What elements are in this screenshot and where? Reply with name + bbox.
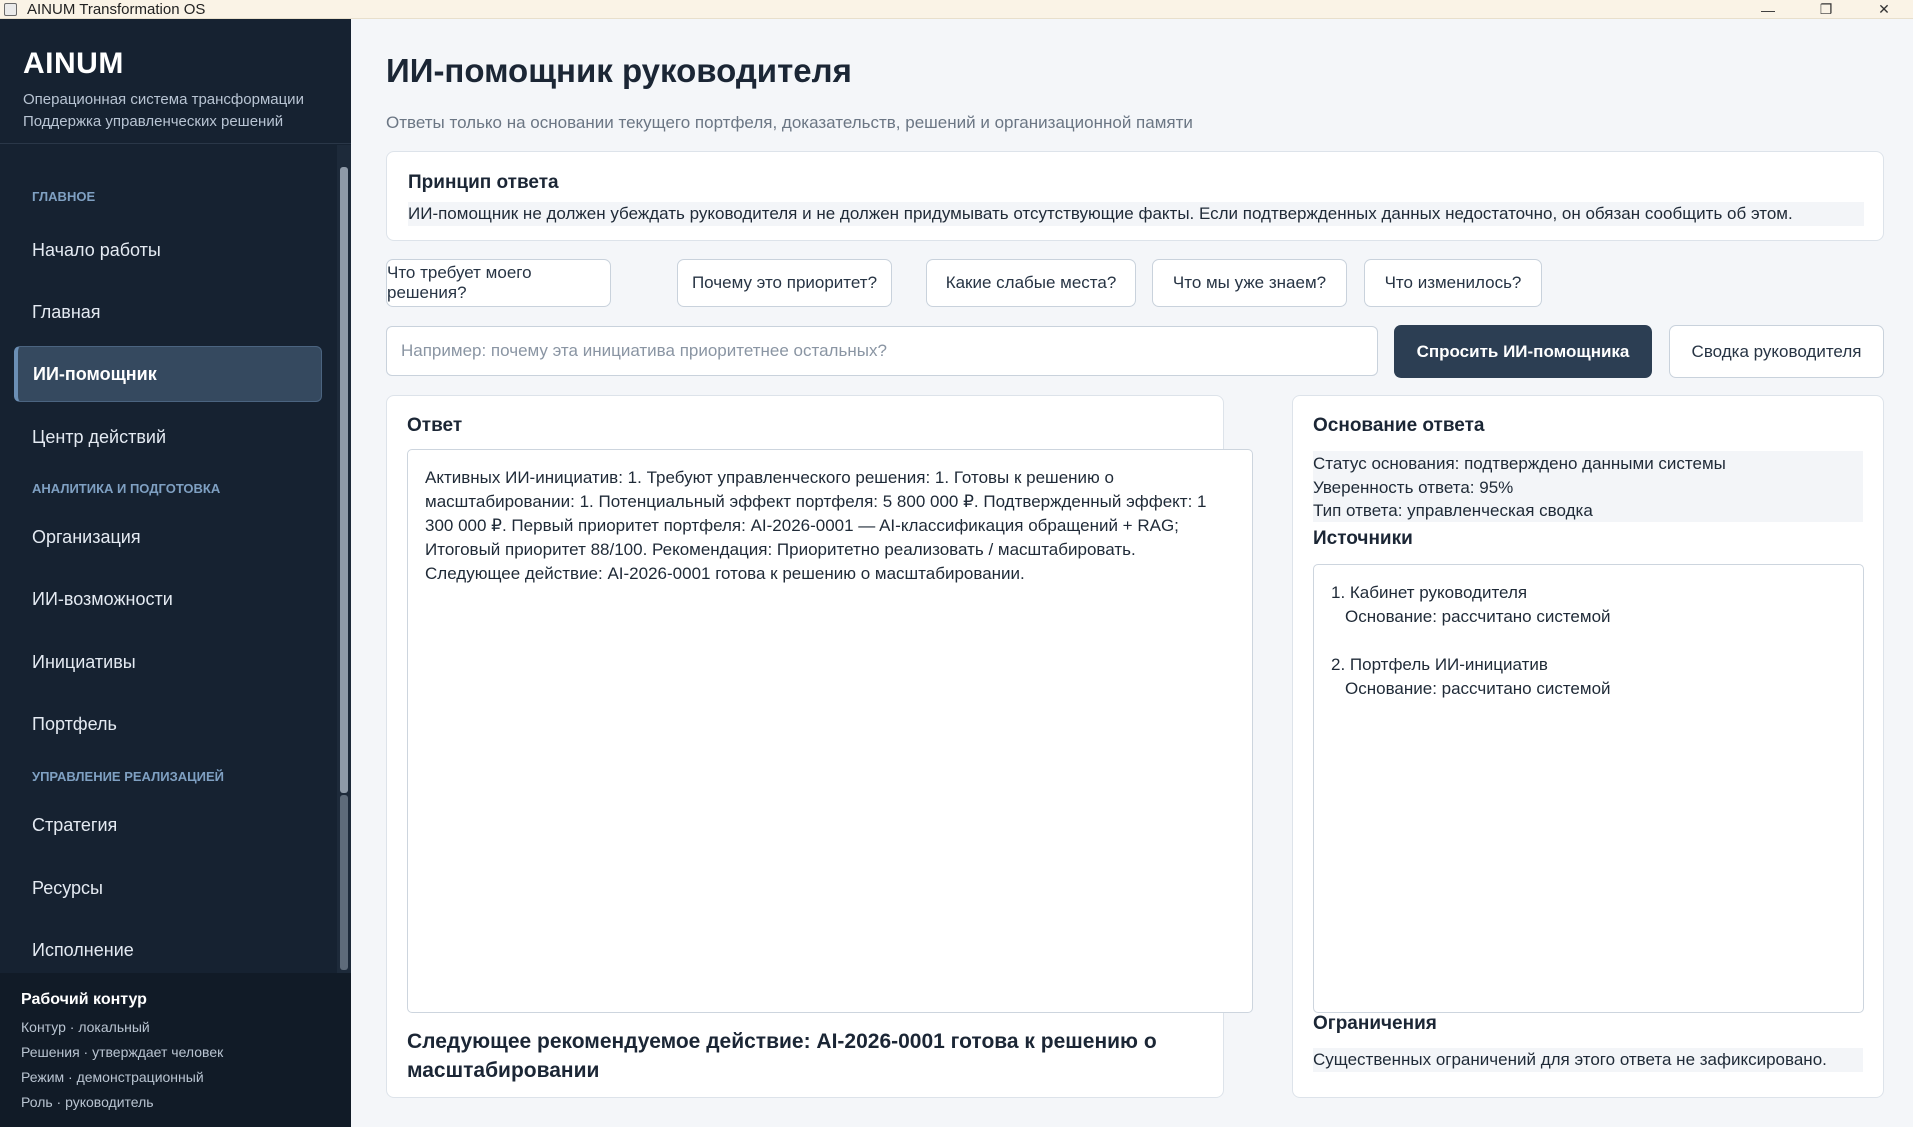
minimize-icon[interactable]: —	[1761, 1, 1775, 18]
sidebar	[0, 19, 351, 1127]
basis-status: Статус основания: подтверждено данными системы	[1313, 454, 1726, 473]
source-item	[1331, 653, 1846, 701]
sidebar-item-portfolio[interactable]	[14, 696, 322, 752]
executive-summary-button[interactable]: Сводка руководителя	[1669, 325, 1884, 378]
limits-title: Ограничения	[1313, 1013, 1437, 1034]
answer-text-box[interactable]: Активных ИИ-инициатив: 1. Требуют управленческого решения: 1. Готовы к решению о масштабировании: 1. Потенциальный эффект портфеля: 5 800 000 ₽. Подтвержденный эффект: 1 300 000 ₽. Первый приоритет портфеля: AI-2026-0001 — AI-классификация обращений + RAG; Итоговый приоритет 88/100. Рекомендация: Приоритетно реализовать / масштабировать. Следующее действие: AI-2026-0001 готова к решению о масштабировании.	[407, 449, 1253, 1013]
source-name: 2. Портфель ИИ-инициатив	[1331, 655, 1548, 674]
nav-section-analytics: АНАЛИТИКА И ПОДГОТОВКА	[32, 481, 221, 496]
principle-title: Принцип ответа	[408, 172, 559, 193]
answer-basis-card	[1292, 395, 1884, 1098]
source-basis: Основание: рассчитано системой	[1345, 679, 1611, 698]
source-basis: Основание: рассчитано системой	[1345, 607, 1611, 626]
restore-icon[interactable]: ❐	[1819, 1, 1833, 17]
sidebar-item-label: Ресурсы	[32, 877, 103, 898]
brand-subtitle	[23, 89, 351, 133]
brand-name: AINUM	[23, 47, 124, 80]
sidebar-item-ai-capabilities[interactable]	[14, 571, 322, 627]
work-context-line: Роль · руководитель	[21, 1094, 154, 1110]
nav-section-execution-management: УПРАВЛЕНИЕ РЕАЛИЗАЦИЕЙ	[32, 769, 224, 784]
limits-text: Существенных ограничений для этого ответа не зафиксировано.	[1313, 1048, 1863, 1072]
sidebar-item-label: Начало работы	[32, 239, 161, 260]
work-context-line: Контур · локальный	[21, 1019, 150, 1035]
sources-title: Источники	[1313, 528, 1413, 549]
sidebar-item-ai-assistant[interactable]	[14, 346, 322, 402]
sidebar-item-label: Организация	[32, 526, 141, 547]
nav-section-main: ГЛАВНОЕ	[32, 189, 96, 204]
sidebar-item-home[interactable]	[14, 284, 322, 340]
work-context-title: Рабочий контур	[21, 991, 147, 1008]
quick-question-decision[interactable]: Что требует моего решения?	[386, 259, 611, 307]
work-context	[0, 973, 351, 1127]
sidebar-item-label: Инициативы	[32, 651, 136, 672]
window-controls	[1739, 0, 1913, 19]
sidebar-item-label: Центр действий	[32, 426, 167, 447]
quick-question-known[interactable]: Что мы уже знаем?	[1152, 259, 1347, 307]
sidebar-item-label: Портфель	[32, 713, 117, 734]
brand-subtitle-line-1: Операционная система трансформации	[23, 91, 304, 108]
sidebar-scroll-track-lower[interactable]	[340, 795, 348, 970]
basis-answer-type: Тип ответа: управленческая сводка	[1313, 501, 1593, 520]
quick-question-weak-spots[interactable]: Какие слабые места?	[926, 259, 1136, 307]
ask-assistant-button[interactable]: Спросить ИИ-помощника	[1394, 325, 1652, 378]
source-name: 1. Кабинет руководителя	[1331, 583, 1528, 602]
sidebar-item-execution[interactable]	[14, 922, 322, 973]
work-context-line: Решения · утверждает человек	[21, 1044, 224, 1060]
quick-question-priority[interactable]: Почему это приоритет?	[677, 259, 892, 307]
work-context-line: Режим · демонстрационный	[21, 1069, 204, 1085]
window-titlebar	[0, 0, 1913, 19]
principle-card	[386, 151, 1884, 241]
sidebar-item-strategy[interactable]	[14, 797, 322, 853]
brand-subtitle-line-2: Поддержка управленческих решений	[23, 113, 284, 130]
app-icon	[4, 3, 17, 16]
window-title: AINUM Transformation OS	[27, 0, 206, 18]
sidebar-item-organization[interactable]	[14, 509, 322, 565]
basis-confidence: Уверенность ответа: 95%	[1313, 477, 1514, 497]
sidebar-item-label: ИИ-возможности	[32, 588, 173, 609]
answer-title: Ответ	[407, 415, 463, 436]
page-title: ИИ-помощник руководителя	[386, 52, 852, 89]
basis-title: Основание ответа	[1313, 415, 1485, 436]
close-icon[interactable]: ✕	[1878, 1, 1890, 17]
sources-list[interactable]	[1313, 564, 1864, 1013]
answer-card	[386, 395, 1224, 1098]
sidebar-item-label: Главная	[32, 301, 101, 322]
sidebar-item-label: Стратегия	[32, 814, 118, 835]
sidebar-item-initiatives[interactable]	[14, 634, 322, 690]
brand-block	[0, 19, 351, 144]
sidebar-item-action-center[interactable]	[14, 409, 322, 465]
principle-text: ИИ-помощник не должен убеждать руководителя и не должен придумывать отсутствующие факты. Если подтвержденных данных недостаточно, он обязан сообщить об этом.	[408, 202, 1864, 226]
sidebar-item-label: ИИ-помощник	[33, 363, 157, 384]
basis-details	[1313, 451, 1863, 522]
next-recommended-action: Следующее рекомендуемое действие: AI-2026-0001 готова к решению о масштабировании	[407, 1030, 1157, 1082]
sidebar-item-getting-started[interactable]	[14, 222, 322, 278]
main-content	[351, 19, 1913, 1127]
sidebar-item-resources[interactable]	[14, 860, 322, 916]
question-input[interactable]	[386, 326, 1378, 376]
quick-question-changes[interactable]: Что изменилось?	[1364, 259, 1542, 307]
sidebar-scrollbar[interactable]	[337, 145, 351, 973]
sidebar-nav	[0, 145, 336, 973]
sidebar-item-label: Исполнение	[32, 939, 134, 960]
sidebar-scroll-thumb[interactable]	[340, 167, 348, 793]
page-subtitle: Ответы только на основании текущего портфеля, доказательств, решений и организационной памяти	[386, 113, 1193, 132]
source-item	[1331, 581, 1846, 629]
